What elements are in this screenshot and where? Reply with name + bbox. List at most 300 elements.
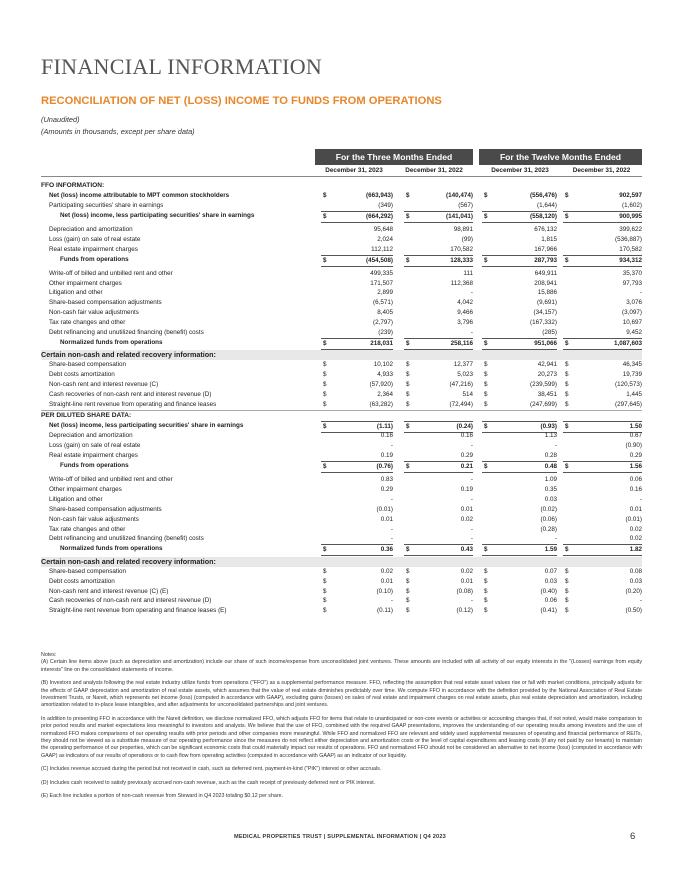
- row-label: Net (loss) income, less participating securities' share in earnings: [49, 421, 244, 429]
- cell-value: 9,466: [457, 309, 473, 317]
- cell-value: 0.02: [460, 515, 473, 523]
- table-cell: [321, 525, 393, 535]
- cell-value: (167,332): [530, 319, 557, 327]
- cell-value: 0.02: [460, 567, 473, 575]
- cell-value: (0.12): [456, 607, 473, 615]
- table-cell: [404, 495, 473, 505]
- currency-symbol: $: [406, 567, 410, 575]
- cell-value: 5,023: [457, 371, 473, 379]
- table-cell: [482, 495, 557, 505]
- currency-symbol: $: [565, 567, 569, 575]
- cell-value: 1.59: [544, 546, 557, 554]
- cell-value: 0.01: [460, 505, 473, 513]
- row-label: Normalized funds from operations: [60, 338, 163, 346]
- table-cell: [563, 515, 642, 525]
- table-row: [41, 298, 642, 308]
- cell-value: (297,645): [615, 400, 642, 408]
- cell-value: 0.03: [544, 495, 557, 503]
- table-cell: [404, 567, 473, 577]
- table-cell: [482, 525, 557, 535]
- table-row: [41, 308, 642, 318]
- cell-value: 0.19: [460, 485, 473, 493]
- cell-value: (0.02): [540, 505, 557, 513]
- cell-value: (2,797): [373, 319, 393, 327]
- cell-value: 4,042: [457, 299, 473, 307]
- row-label: Straight-line rent revenue from operating and finance leases (E): [49, 607, 227, 615]
- table-cell: [321, 269, 393, 279]
- table-cell: [321, 544, 393, 556]
- table-cell: [404, 338, 473, 350]
- three-months-header: For the Three Months Ended: [315, 149, 473, 165]
- currency-symbol: $: [406, 339, 410, 347]
- table-cell: [404, 328, 473, 338]
- cell-value: -: [639, 495, 642, 503]
- cell-value: 10,102: [373, 361, 393, 369]
- footnote: (D) Includes cash received to satisfy previously accrued non-cash revenue, such as the cash receipt of previously deferred rent or PIK interest.: [41, 779, 376, 786]
- table-cell: [404, 485, 473, 495]
- table-row: [41, 370, 642, 380]
- currency-symbol: $: [484, 212, 488, 220]
- table-cell: [482, 245, 557, 255]
- date-header-fy-2023: December 31, 2023: [491, 167, 549, 174]
- table-cell: [321, 328, 393, 338]
- table-cell: [563, 235, 642, 245]
- cell-value: -: [390, 442, 393, 450]
- cell-value: 208,941: [534, 279, 557, 287]
- cell-value: 167,966: [534, 245, 557, 253]
- cell-value: 0.02: [629, 535, 642, 543]
- table-cell: [482, 390, 557, 400]
- currency-symbol: $: [484, 381, 488, 389]
- table-cell: [482, 360, 557, 370]
- cell-value: (0.01): [625, 515, 642, 523]
- table-cell: [404, 255, 473, 267]
- table-cell: [563, 370, 642, 380]
- table-cell: [563, 505, 642, 515]
- table-cell: [563, 577, 642, 587]
- cell-value: 0.28: [544, 452, 557, 459]
- cell-value: 934,312: [619, 256, 642, 264]
- row-label: Litigation and other: [49, 289, 103, 297]
- currency-symbol: $: [565, 577, 569, 585]
- currency-symbol: $: [484, 607, 488, 615]
- table-row: [41, 485, 642, 495]
- table-cell: [321, 451, 393, 461]
- cell-value: (0.93): [540, 422, 557, 430]
- cell-value: 258,116: [450, 339, 473, 347]
- row-label: PER DILUTED SHARE DATA:: [41, 411, 132, 419]
- table-cell: [482, 338, 557, 350]
- cell-value: 112,112: [371, 245, 393, 253]
- section-divider: [41, 410, 642, 411]
- cell-value: 0.36: [380, 546, 393, 554]
- currency-symbol: $: [565, 361, 569, 369]
- cell-value: 15,886: [537, 289, 557, 297]
- table-cell: [404, 606, 473, 616]
- cell-value: -: [390, 525, 393, 533]
- currency-symbol: $: [406, 587, 410, 595]
- table-cell: [321, 534, 393, 544]
- table-cell: [482, 485, 557, 495]
- cell-value: 3,076: [626, 299, 642, 307]
- cell-value: 0.35: [544, 485, 557, 493]
- table-cell: [563, 451, 642, 461]
- currency-symbol: $: [406, 256, 410, 264]
- currency-symbol: $: [484, 587, 488, 595]
- table-row: [41, 318, 642, 328]
- currency-symbol: $: [323, 212, 327, 220]
- cell-value: 0.08: [629, 567, 642, 575]
- table-cell: [404, 475, 473, 485]
- row-label: Non-cash fair value adjustments: [49, 515, 139, 523]
- row-label: Other impairment charges: [49, 279, 122, 287]
- cell-value: (0.20): [625, 587, 642, 595]
- cell-value: 676,132: [534, 225, 557, 233]
- currency-symbol: $: [406, 607, 410, 615]
- table-cell: [482, 567, 557, 577]
- cell-value: 1.82: [629, 546, 642, 554]
- page-number: 6: [630, 831, 636, 842]
- currency-symbol: $: [406, 381, 410, 389]
- row-label: Debt costs amortization: [49, 371, 115, 379]
- page-footer: MEDICAL PROPERTIES TRUST | SUPPLEMENTAL INFORMATION | Q4 2023: [234, 834, 446, 840]
- currency-symbol: $: [565, 597, 569, 605]
- cell-value: 2,024: [377, 235, 393, 243]
- table-cell: [404, 380, 473, 390]
- cell-value: 97,793: [622, 279, 642, 287]
- cell-value: 0.29: [380, 485, 393, 493]
- cell-value: 19,739: [622, 371, 642, 379]
- page-title: FINANCIAL INFORMATION: [41, 54, 323, 79]
- table-cell: [404, 370, 473, 380]
- currency-symbol: $: [406, 400, 410, 408]
- currency-symbol: $: [484, 256, 488, 264]
- row-label: Certain non-cash and related recovery information:: [41, 350, 216, 360]
- currency-symbol: $: [484, 462, 488, 470]
- table-cell: [563, 338, 642, 350]
- row-label: Share-based compensation: [49, 567, 127, 575]
- row-label: Straight-line rent revenue from operating and finance leases: [49, 400, 217, 408]
- table-cell: [321, 515, 393, 525]
- row-label: Cash recoveries of non-cash rent and interest revenue (D): [49, 597, 212, 605]
- cell-value: 3,796: [457, 319, 473, 327]
- cell-value: (239,599): [530, 381, 557, 389]
- table-row: [41, 245, 642, 255]
- cell-value: 0.16: [460, 432, 473, 440]
- table-cell: [404, 515, 473, 525]
- cell-value: (0.50): [625, 607, 642, 615]
- table-cell: [563, 298, 642, 308]
- currency-symbol: $: [565, 546, 569, 554]
- cell-value: (556,476): [530, 191, 557, 199]
- table-cell: [482, 318, 557, 328]
- table-row: [41, 441, 642, 451]
- cell-value: (0.08): [456, 587, 473, 595]
- currency-symbol: $: [323, 361, 327, 369]
- row-label: Cash recoveries of non-cash rent and interest revenue (D): [49, 391, 212, 398]
- cell-value: -: [639, 597, 642, 605]
- notes-heading: Notes:: [41, 652, 57, 658]
- cell-value: 0.01: [629, 505, 642, 513]
- currency-symbol: $: [484, 371, 488, 379]
- footnotes: [41, 652, 642, 807]
- table-cell: [404, 431, 473, 441]
- table-cell: [321, 191, 393, 201]
- table-row: [41, 461, 642, 471]
- table-cell: [321, 441, 393, 451]
- cell-value: (0.28): [540, 525, 557, 533]
- cell-value: 218,031: [370, 339, 393, 347]
- cell-value: (454,508): [366, 256, 393, 264]
- cell-value: -: [470, 442, 473, 450]
- table-cell: [482, 201, 557, 211]
- table-cell: [482, 451, 557, 461]
- cell-value: (47,216): [449, 381, 473, 389]
- currency-symbol: $: [323, 400, 327, 408]
- cell-value: (558,120): [530, 212, 557, 220]
- cell-value: (1,602): [622, 201, 642, 209]
- table-cell: [482, 505, 557, 515]
- row-label: Tax rate changes and other: [49, 319, 126, 327]
- currency-symbol: $: [406, 361, 410, 369]
- cell-value: 900,995: [619, 212, 642, 220]
- cell-value: (0.90): [625, 442, 642, 450]
- row-label: Other impairment charges: [49, 485, 122, 493]
- table-cell: [482, 370, 557, 380]
- cell-value: 0.48: [544, 462, 557, 470]
- table-cell: [563, 245, 642, 255]
- cell-value: (536,887): [615, 235, 642, 243]
- cell-value: (0.10): [376, 587, 393, 595]
- currency-symbol: $: [406, 577, 410, 585]
- cell-value: 2,899: [377, 289, 393, 297]
- table-cell: [404, 390, 473, 400]
- currency-symbol: $: [484, 597, 488, 605]
- table-cell: [482, 587, 557, 597]
- row-label: Net (loss) income attributable to MPT common stockholders: [49, 191, 230, 199]
- table-row: [41, 515, 642, 525]
- table-row: [41, 421, 642, 431]
- table-row: [41, 191, 642, 201]
- cell-value: 0.67: [629, 432, 642, 440]
- row-label: Share-based compensation: [49, 361, 127, 369]
- table-cell: [482, 298, 557, 308]
- cell-value: (6,571): [373, 299, 393, 307]
- cell-value: 170,582: [450, 245, 473, 253]
- table-row: [41, 279, 642, 289]
- table-cell: [482, 255, 557, 267]
- cell-value: (120,573): [615, 381, 642, 389]
- cell-value: (1.11): [376, 422, 393, 430]
- table-cell: [563, 441, 642, 451]
- cell-value: (247,699): [530, 400, 557, 408]
- table-cell: [321, 596, 393, 606]
- row-label: Share-based compensation adjustments: [49, 299, 162, 307]
- footnote: (A) Certain line items above (such as depreciation and amortization) include our share of such income/expense from unconsolidated joint ventures. These amounts are included with all activity of our equity interests in the "(Losses) earnings from equity interests" line on the consolidated statements of income.: [41, 659, 642, 673]
- cell-value: 1,087,603: [613, 339, 642, 347]
- currency-symbol: $: [565, 339, 569, 347]
- row-label: Debt refinancing and unutilized financing (benefit) costs: [49, 535, 204, 543]
- table-row: [41, 577, 642, 587]
- cell-value: 0.02: [380, 567, 393, 575]
- cell-value: (349): [378, 201, 393, 209]
- row-label: Certain non-cash and related recovery information:: [41, 556, 216, 566]
- cell-value: -: [639, 289, 642, 297]
- table-row: [41, 475, 642, 485]
- table-row: [41, 380, 642, 390]
- table-cell: [482, 431, 557, 441]
- table-cell: [563, 328, 642, 338]
- table-cell: [321, 279, 393, 289]
- currency-symbol: $: [565, 371, 569, 379]
- table-cell: [321, 485, 393, 495]
- cell-value: 95,648: [373, 225, 393, 233]
- currency-symbol: $: [323, 607, 327, 615]
- cell-value: 0.01: [460, 577, 473, 585]
- cell-value: 1.09: [544, 476, 557, 483]
- row-label: Non-cash rent and interest revenue (C) (E): [49, 587, 169, 595]
- table-cell: [404, 461, 473, 473]
- table-cell: [482, 441, 557, 451]
- table-cell: [482, 596, 557, 606]
- table-cell: [482, 211, 557, 223]
- table-cell: [563, 191, 642, 201]
- table-cell: [404, 505, 473, 515]
- currency-symbol: $: [484, 191, 488, 199]
- currency-symbol: $: [484, 567, 488, 575]
- cell-value: (9,691): [537, 299, 557, 307]
- table-row: [41, 567, 642, 577]
- cell-value: (99): [461, 235, 473, 243]
- table-cell: [482, 577, 557, 587]
- table-row: [41, 360, 642, 370]
- table-cell: [404, 544, 473, 556]
- cell-value: 35,370: [622, 269, 642, 277]
- table-cell: [404, 360, 473, 370]
- table-row: [41, 390, 642, 400]
- table-cell: [404, 298, 473, 308]
- table-row: [41, 255, 642, 265]
- table-row: [41, 505, 642, 515]
- currency-symbol: $: [323, 587, 327, 595]
- row-label: FFO INFORMATION:: [41, 182, 105, 189]
- cell-value: 9,452: [626, 329, 642, 336]
- table-cell: [404, 269, 473, 279]
- cell-value: (663,943): [366, 191, 393, 199]
- table-cell: [563, 308, 642, 318]
- cell-value: -: [470, 535, 473, 543]
- table-cell: [321, 298, 393, 308]
- cell-value: 171,507: [370, 279, 393, 287]
- cell-value: 0.01: [380, 577, 393, 585]
- twelve-months-header: For the Twelve Months Ended: [479, 149, 642, 165]
- table-cell: [404, 245, 473, 255]
- table-cell: [482, 544, 557, 556]
- table-row: [41, 338, 642, 348]
- table-cell: [321, 567, 393, 577]
- table-cell: [482, 534, 557, 544]
- table-cell: [321, 318, 393, 328]
- table-cell: [404, 308, 473, 318]
- currency-symbol: $: [323, 546, 327, 554]
- table-row: [41, 495, 642, 505]
- table-cell: [563, 360, 642, 370]
- table-cell: [482, 400, 557, 410]
- table-cell: [563, 596, 642, 606]
- cell-value: -: [470, 329, 473, 336]
- table-cell: [404, 191, 473, 201]
- table-row: [41, 557, 642, 567]
- cell-value: (0.01): [376, 505, 393, 513]
- table-cell: [563, 269, 642, 279]
- currency-symbol: $: [484, 546, 488, 554]
- cell-value: (1,644): [537, 201, 557, 209]
- cell-value: 1,815: [541, 235, 557, 243]
- cell-value: -: [470, 597, 473, 605]
- currency-symbol: $: [323, 577, 327, 585]
- currency-symbol: $: [323, 191, 327, 199]
- table-cell: [482, 475, 557, 485]
- table-cell: [563, 475, 642, 485]
- cell-value: 649,911: [534, 269, 557, 277]
- currency-symbol: $: [323, 381, 327, 389]
- row-label: Participating securities' share in earnings: [49, 201, 164, 209]
- table-cell: [563, 567, 642, 577]
- header-divider: [41, 176, 642, 177]
- table-row: [41, 544, 642, 554]
- cell-value: (0.11): [377, 607, 393, 615]
- cell-value: -: [390, 495, 393, 503]
- cell-value: 38,451: [537, 391, 557, 398]
- table-cell: [563, 390, 642, 400]
- table-cell: [321, 235, 393, 245]
- table-row: [41, 400, 642, 410]
- currency-symbol: $: [323, 567, 327, 575]
- table-cell: [321, 400, 393, 410]
- row-label: Loss (gain) on sale of real estate: [49, 235, 141, 243]
- table-cell: [321, 380, 393, 390]
- currency-symbol: $: [323, 462, 327, 470]
- table-cell: [404, 577, 473, 587]
- table-cell: [563, 201, 642, 211]
- table-cell: [482, 288, 557, 298]
- row-label: Funds from operations: [60, 461, 129, 469]
- footnote: (E) Each line includes a portion of non-cash revenue from Steward in Q4 2023 totaling $0.12 per share.: [41, 793, 284, 800]
- row-label: Non-cash fair value adjustments: [49, 309, 139, 317]
- currency-symbol: $: [323, 256, 327, 264]
- table-cell: [563, 255, 642, 267]
- cell-value: 0.21: [460, 462, 473, 470]
- table-cell: [321, 308, 393, 318]
- table-cell: [482, 235, 557, 245]
- table-cell: [404, 451, 473, 461]
- table-cell: [563, 279, 642, 289]
- table-row: [41, 411, 642, 421]
- currency-symbol: $: [484, 422, 488, 430]
- table-cell: [482, 515, 557, 525]
- table-cell: [321, 390, 393, 400]
- table-cell: [321, 577, 393, 587]
- table-cell: [563, 211, 642, 223]
- cell-value: 10,697: [622, 319, 642, 327]
- cell-value: (141,041): [446, 212, 473, 220]
- currency-symbol: $: [406, 462, 410, 470]
- table-cell: [404, 288, 473, 298]
- cell-value: 951,066: [534, 339, 557, 347]
- currency-symbol: $: [406, 391, 410, 398]
- cell-value: 128,333: [450, 256, 473, 264]
- cell-value: 42,941: [537, 361, 557, 369]
